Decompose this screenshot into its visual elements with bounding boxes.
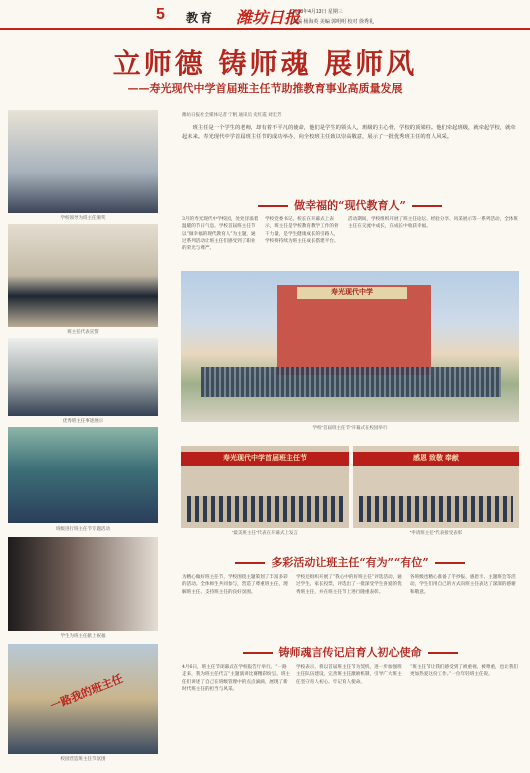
event-banner-right: 感恩 致敬 奉献	[353, 452, 519, 466]
title-bar-left	[258, 205, 288, 207]
photo-2	[8, 224, 158, 327]
section-1-title	[182, 197, 518, 213]
photo-3-caption: 优秀班主任事迹展示	[62, 418, 104, 423]
section-1-col-3: 活动期间，学校组织开展了班主任论坛、经验分享、风采展示等一系列活动，全体班主任在交流中成长，在成长中收获幸福。	[348, 217, 518, 230]
section-2-title	[182, 554, 518, 570]
section-3-title	[182, 644, 518, 660]
sub-headline: ——寿光现代中学首届班主任节助推教育事业高质量发展	[127, 82, 403, 95]
title-bar-left	[243, 652, 273, 654]
section-2-col-1: 为精心做好班主任节，学校围绕主题策划了丰富多彩的活动。全体师生共同参与，营造了尊重班主任、理解班主任、支持班主任的良好氛围。	[182, 575, 288, 595]
photo-6	[8, 644, 158, 754]
title-bar-right	[435, 562, 465, 564]
section-1-col-2: 学校党委书记、校长在开幕式上表示，班主任是学校教育教学工作的骨干力量，是学生健康成长的引路人，学校将持续为班主任成长搭建平台。	[265, 217, 339, 244]
event-banner-left: 寿光现代中学首届班主任节	[181, 452, 349, 466]
bottom-photo-banner: 一路我的班主任	[48, 672, 125, 713]
header-rule	[0, 28, 530, 30]
section-3-title-text: 铸师魂言传记启育人初心使命	[278, 646, 422, 659]
main-headline: 立师德 铸师魂 展师风	[112, 47, 418, 80]
page-header	[0, 0, 530, 30]
event-photo-right-caption: “申请班主任”代表接受表彰	[409, 530, 463, 535]
section-3-col-2: 学校表示，将以首届班主任节为契机，进一步加强班主任队伍建设，完善班主任激励机制，引导广大班主任坚守育人初心、牢记育人使命。	[296, 665, 402, 685]
photo-3	[8, 338, 158, 416]
section-3-col-3: “班主任节让我们感受到了被重视、被尊重，也让我们更加热爱这份工作。”一位年轻班主任说。	[410, 665, 518, 678]
photo-4	[8, 427, 158, 523]
section-name: 教育	[186, 11, 215, 25]
event-photo-left	[181, 446, 349, 528]
assembly-crowd	[201, 367, 501, 397]
editor-credits: 责编 杨海英 美编 郭明明 校对 徐秀礼	[292, 19, 374, 25]
photo-1-caption: 学校领导为班主任颁奖	[60, 215, 106, 220]
section-3-col-1: 4月6日，班主任节闭幕式在学校报告厅举行。“一路走来，我为班主任代言”主题演讲比赛精彩纷呈。班主任们讲述了自己在班级管理中的点点滴滴，展现了新时代班主任的担当与风采。	[182, 665, 290, 692]
photo-6-caption: 校园营造班主任节氛围	[60, 756, 106, 761]
byline: 潍坊日报社全媒体记者 宁帆 通讯员 史红霞 刘宏芳	[182, 112, 282, 117]
building-sign: 寿光现代中学	[297, 287, 407, 299]
event-photo-right	[353, 446, 519, 528]
section-2-col-2: 学校还组织开展了“我心中的好班主任”评选活动，通过学生、家长投票，评选出了一批深受学生喜爱的优秀班主任，并在班主任节上进行隆重表彰。	[296, 575, 402, 595]
photo-4-caption: 班级进行班主任节专题活动	[56, 526, 110, 531]
main-photo-caption: 学校“首届班主任节”开幕式在校园举行	[312, 425, 388, 430]
event-photo-left-caption: “最美班主任”代表在开幕式上发言	[232, 530, 298, 535]
title-bar-right	[428, 652, 458, 654]
photo-2-caption: 班主任代表宣誓	[67, 329, 99, 334]
people-row-right	[359, 496, 513, 522]
photo-5-caption: 学生为班主任献上祝福	[60, 633, 106, 638]
school-building	[277, 285, 431, 375]
issue-date: 2023年4月13日 星期三	[292, 9, 343, 15]
main-campus-photo	[181, 271, 519, 422]
page-number: 5	[156, 6, 165, 23]
section-1-col-1: 3月的寿光现代中学校园，处处洋溢着温暖的节日气息。学校首届班主任节以“做幸福的现代教育人”为主题，通过系列活动让班主任们感受到了职业的荣光与尊严。	[182, 217, 259, 252]
section-2-title-text: 多彩活动让班主任“有为”“有位”	[271, 556, 429, 569]
title-bar-left	[235, 562, 265, 564]
title-bar-right	[412, 205, 442, 207]
photo-5	[8, 537, 158, 631]
section-1-title-text: 做幸福的“现代教育人”	[294, 199, 406, 212]
photo-1	[8, 110, 158, 213]
section-2-col-3: 各班级也精心准备了手抄报、感恩卡、主题班会等活动，学生们用自己的方式向班主任表达了深深的感谢和敬意。	[410, 575, 516, 595]
intro-paragraph: 班主任是一个学生的老师，却有着不平凡的使命，他们是学生的领头人，班级的主心骨，学校的顶梁柱。他们牵起班级，就牵起学校，就牵起未来。寿光现代中学首届班主任节的成功举办，向全校班主任致以崇高敬意，展示了一批优秀班主任的育人风采。	[182, 125, 516, 140]
people-row-left	[187, 496, 343, 522]
newspaper-logo: 潍坊日报	[236, 8, 301, 27]
